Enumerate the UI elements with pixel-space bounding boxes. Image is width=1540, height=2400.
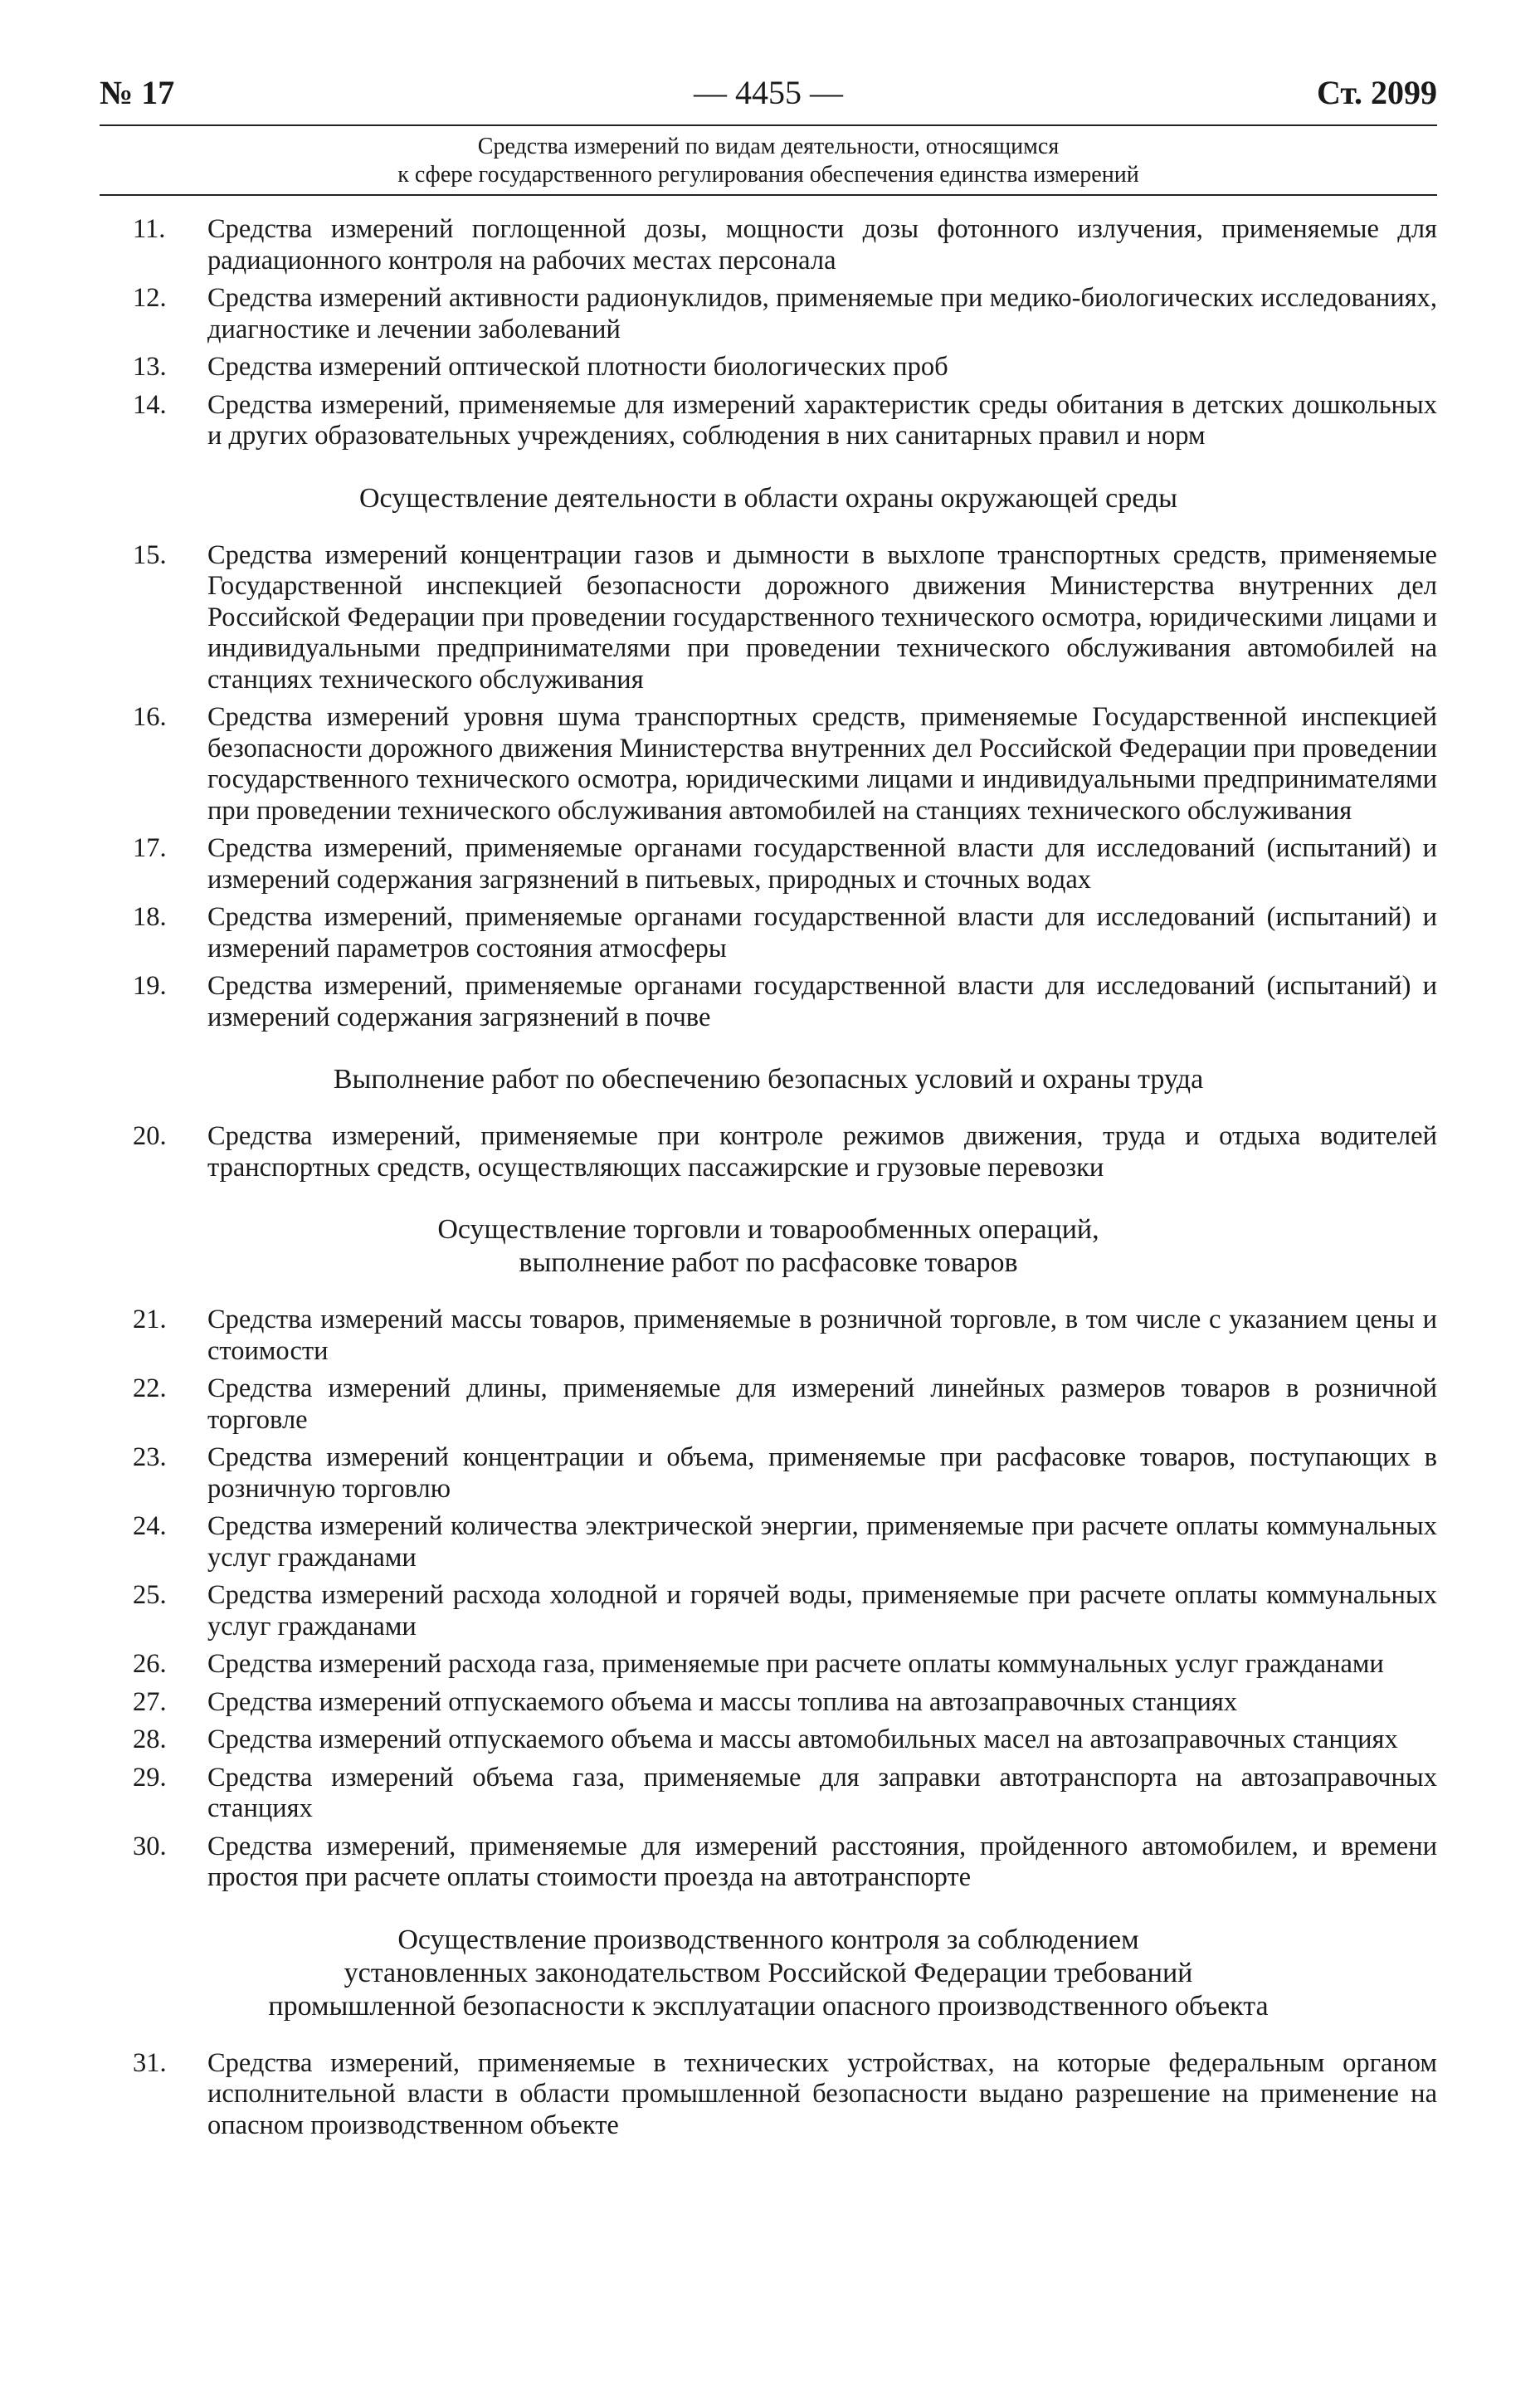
list-item (100, 540, 1437, 696)
list-item (100, 1832, 1437, 1894)
item-number: 24. (133, 1511, 167, 1541)
item-text: Средства измерений концентрации газов и дымности в выхлопе транспортных средств, применяемые Государственной инспекцией безопасности дорожного движения Министерства внутренних дел Российской Федерации при проведении государственного технического осмотра, юридическими лицами и индивидуальными предпринимателями при проведении технического обслуживания автомобилей на станциях технического обслуживания (207, 539, 1437, 695)
item-number: 18. (133, 902, 167, 932)
section-heading-line: установленных законодательством Российской Федерации требований (344, 1957, 1193, 1988)
list-item (100, 1373, 1437, 1436)
item-number: 23. (133, 1442, 167, 1472)
list-item (100, 1763, 1437, 1825)
item-number: 29. (133, 1762, 167, 1793)
item-text: Средства измерений количества электрической энергии, применяемые при расчете оплаты коммунальных услуг гражданами (207, 1511, 1437, 1573)
item-number: 25. (133, 1580, 167, 1610)
item-text: Средства измерений, применяемые при контроле режимов движения, труда и отдыха водителей транспортных средств, осуществляющих пассажирские и грузовые перевозки (207, 1121, 1437, 1183)
section-heading-line: Выполнение работ по обеспечению безопасных условий и охраны труда (333, 1064, 1204, 1095)
item-number: 20. (133, 1121, 167, 1151)
list-item (100, 1724, 1437, 1756)
item-text: Средства измерений уровня шума транспортных средств, применяемые Государственной инспекцией безопасности дорожного движения Министерства внутренних дел Российской Федерации при проведении государственного технического осмотра, юридическими лицами и индивидуальными предпринимателями при проведении технического обслуживания автомобилей на станциях технического обслуживания (207, 702, 1437, 826)
item-text: Средства измерений, применяемые органами государственной власти для исследований (испытаний) и измерений параметров состояния атмосферы (207, 902, 1437, 963)
list-item (100, 1580, 1437, 1642)
item-text: Средства измерений оптической плотности биологических проб (207, 352, 948, 382)
list-item (100, 833, 1437, 895)
items-group-4 (100, 1305, 1437, 1894)
list-item (100, 352, 1437, 383)
section-heading-line: Осуществление торговли и товарообменных операций, (437, 1214, 1099, 1245)
item-number: 16. (133, 702, 167, 732)
item-number: 28. (133, 1724, 167, 1754)
list-item (100, 1305, 1437, 1367)
item-number: 19. (133, 971, 167, 1001)
page-number: — 4455 — (694, 74, 843, 111)
list-item (100, 2048, 1437, 2142)
item-text: Средства измерений, применяемые органами государственной власти для исследований (испытаний) и измерений содержания загрязнений в почве (207, 971, 1437, 1032)
items-group-5 (100, 2048, 1437, 2142)
item-text: Средства измерений поглощенной дозы, мощности дозы фотонного излучения, применяемые для радиационного контроля на рабочих местах персонала (207, 214, 1437, 276)
list-item (100, 1121, 1437, 1183)
item-number: 31. (133, 2047, 167, 2078)
items-group-1 (100, 214, 1437, 452)
item-number: 11. (133, 214, 166, 244)
issue-number: № 17 (100, 74, 175, 111)
item-number: 30. (133, 1831, 167, 1861)
section-heading (100, 1063, 1437, 1096)
item-text: Средства измерений, применяемые органами государственной власти для исследований (испытаний) и измерений содержания загрязнений в питьевых, природных и сточных водах (207, 833, 1437, 895)
document-page (100, 66, 1437, 2148)
list-item (100, 214, 1437, 276)
item-text: Средства измерений, применяемые в технических устройствах, на которые федеральным органом исполнительной власти в области промышленной безопасности выдано разрешение на применение на опасном производственном объекте (207, 2047, 1437, 2140)
item-number: 22. (133, 1373, 167, 1403)
section-heading-line: выполнение работ по расфасовке товаров (519, 1247, 1018, 1278)
section-heading-line: промышленной безопасности к эксплуатации опасного производственного объекта (268, 1990, 1269, 2022)
item-text: Средства измерений концентрации и объема, применяемые при расфасовке товаров, поступающих в розничную торговлю (207, 1442, 1437, 1504)
list-item (100, 902, 1437, 964)
item-text: Средства измерений отпускаемого объема и массы топлива на автозаправочных станциях (207, 1686, 1238, 1717)
page-header (100, 66, 1437, 124)
item-number: 15. (133, 539, 167, 570)
list-item (100, 1649, 1437, 1680)
item-text: Средства измерений, применяемые для измерений характеристик среды обитания в детских дошкольных и других образовательных учреждениях, соблюдения в них санитарных правил и норм (207, 389, 1437, 451)
item-text: Средства измерений расхода холодной и горячей воды, применяемые при расчете оплаты коммунальных услуг гражданами (207, 1580, 1437, 1641)
list-item (100, 390, 1437, 452)
section-heading (100, 482, 1437, 515)
item-number: 12. (133, 283, 167, 313)
running-title-line: Средства измерений по видам деятельности, относящимся (477, 134, 1060, 159)
item-text: Средства измерений, применяемые для измерений расстояния, пройденного автомобилем, и времени простоя при расчете оплаты стоимости проезда на автотранспорте (207, 1831, 1437, 1892)
items-group-2 (100, 540, 1437, 1034)
list-item (100, 1442, 1437, 1505)
section-heading (100, 1213, 1437, 1280)
item-number: 26. (133, 1649, 167, 1679)
item-text: Средства измерений активности радионуклидов, применяемые при медико-биологических исследованиях, диагностике и лечении заболеваний (207, 283, 1437, 344)
item-text: Средства измерений отпускаемого объема и массы автомобильных масел на автозаправочных станциях (207, 1724, 1398, 1754)
running-title-line: к сфере государственного регулирования обеспечения единства измерений (397, 162, 1139, 188)
section-heading-line: Осуществление деятельности в области охраны окружающей среды (359, 482, 1177, 514)
item-text: Средства измерений объема газа, применяемые для заправки автотранспорта на автозаправочных станциях (207, 1762, 1437, 1823)
list-item (100, 283, 1437, 345)
article-number: Ст. 2099 (1317, 74, 1437, 111)
item-number: 17. (133, 833, 167, 863)
list-item (100, 1687, 1437, 1719)
item-text: Средства измерений расхода газа, применяемые при расчете оплаты коммунальных услуг гражданами (207, 1649, 1384, 1679)
section-heading-line: Осуществление производственного контроля за соблюдением (397, 1924, 1139, 1955)
list-item (100, 702, 1437, 827)
items-group-3 (100, 1121, 1437, 1183)
item-number: 21. (133, 1305, 167, 1334)
item-number: 14. (133, 389, 167, 420)
item-number: 13. (133, 352, 167, 382)
list-item (100, 971, 1437, 1033)
item-text: Средства измерений массы товаров, применяемые в розничной торговле, в том числе с указанием цены и стоимости (207, 1305, 1437, 1366)
running-title (100, 126, 1437, 194)
bottom-rule (100, 194, 1437, 196)
section-heading (100, 1924, 1437, 2023)
item-text: Средства измерений длины, применяемые для измерений линейных размеров товаров в розничной торговле (207, 1373, 1437, 1435)
item-number: 27. (133, 1686, 167, 1717)
list-item (100, 1511, 1437, 1573)
